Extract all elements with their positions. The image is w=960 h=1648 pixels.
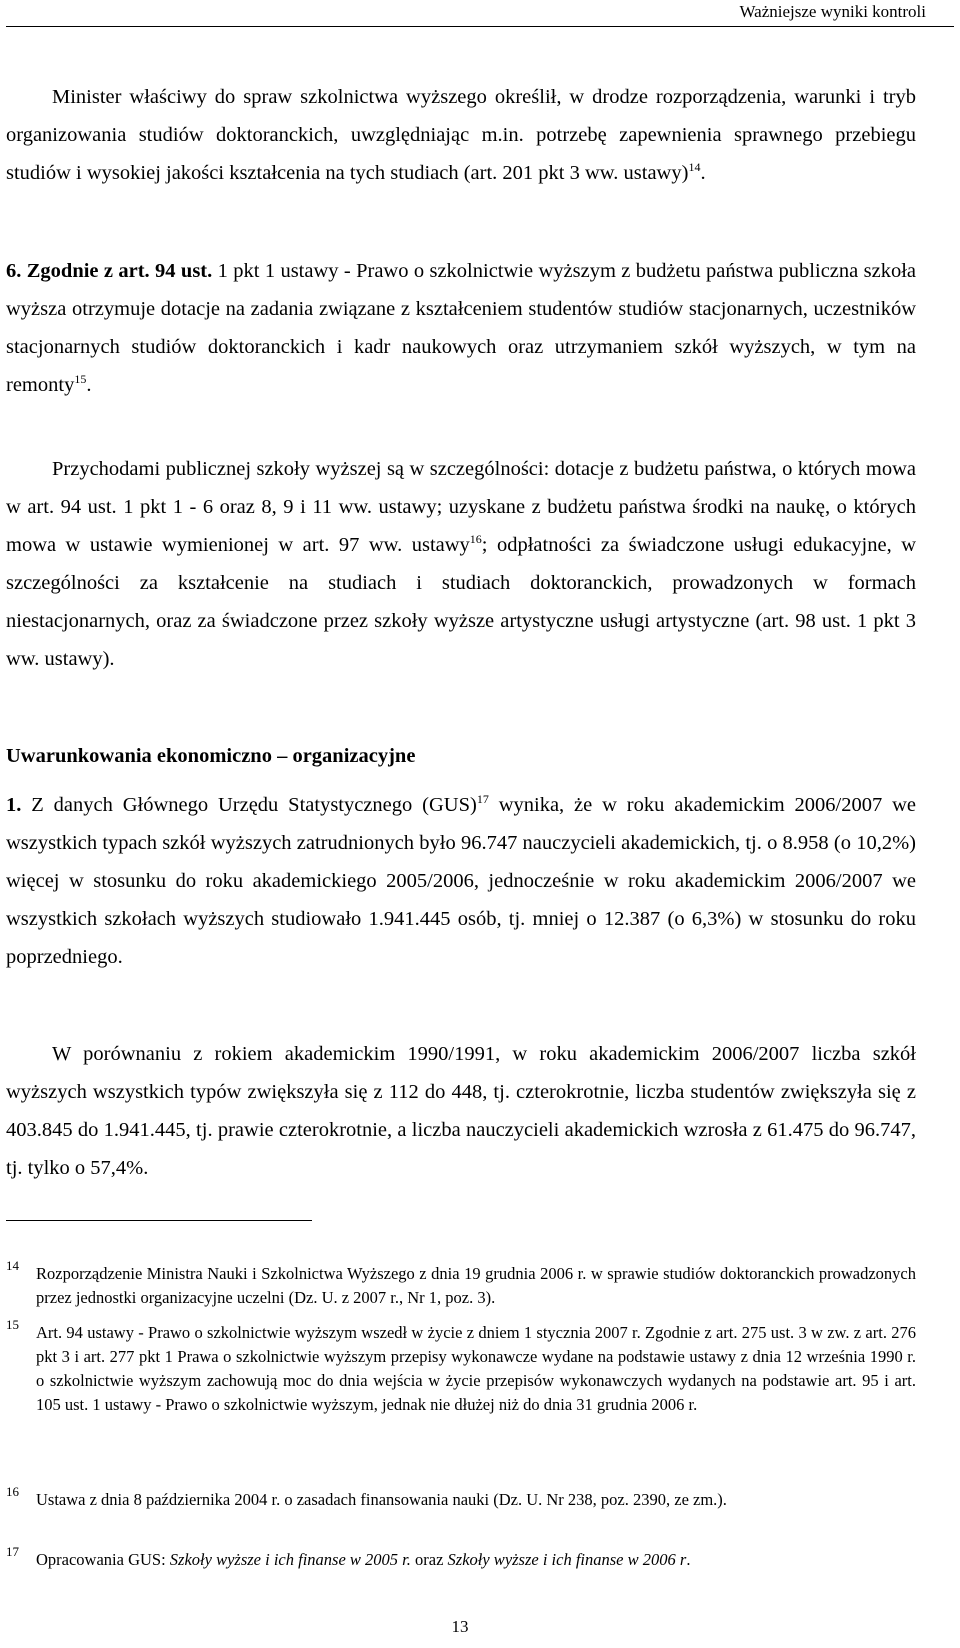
paragraph-text: Z danych Głównego Urzędu Statystycznego (GUS) bbox=[21, 794, 477, 816]
paragraph-porownanie bbox=[6, 1035, 916, 1187]
footnote-text-part: . bbox=[686, 1550, 691, 1569]
footnote-number: 14 bbox=[6, 1258, 19, 1273]
footnote-number: 16 bbox=[6, 1484, 19, 1499]
paragraph-minister bbox=[6, 78, 916, 192]
footnote-text: Ustawa z dnia 8 października 2004 r. o zasadach finansowania nauki (Dz. U. Nr 238, poz. 2390, ze zm.). bbox=[36, 1490, 727, 1509]
paragraph-text: W porównaniu z rokiem akademickim 1990/1991, w roku akademickim 2006/2007 liczba szkół wyższych wszystkich typów zwiększyła się z 112 do 448, tj. czterokrotnie, liczba studentów zwiększyła się z 403.845 do 1.941.445, tj. prawie czterokrotnie, a liczba nauczycieli akademickich wzrosła z 61.475 do 96.747, tj. tylko o 57,4%. bbox=[6, 1043, 916, 1179]
paragraph-text: Minister właściwy do spraw szkolnictwa wyższego określił, w drodze rozporządzenia, warunki i tryb organizowania studiów doktoranckich, uwzględniając m.in. potrzebę zapewnienia sprawnego przebiegu studiów i wysokiej jakości kształcenia na tych studiach (art. 201 pkt 3 ww. ustawy) bbox=[6, 86, 916, 184]
footnote-ref-17: 17 bbox=[476, 792, 489, 806]
paragraph-end: . bbox=[700, 162, 706, 184]
paragraph-lead: 1. bbox=[6, 794, 22, 816]
footnote-text-part: oraz bbox=[410, 1550, 448, 1569]
footnote bbox=[6, 1258, 916, 1310]
footnote-separator bbox=[6, 1220, 312, 1221]
section-heading: Uwarunkowania ekonomiczno – organizacyjne bbox=[6, 745, 416, 767]
page-number: 13 bbox=[451, 1617, 469, 1636]
header-rule bbox=[6, 26, 954, 27]
page-header bbox=[0, 0, 960, 30]
paragraph-text: Przychodami publicznej szkoły wyższej są w szczególności: dotacje z budżetu państwa, o których mowa w art. 94 ust. 1 pkt 1 - 6 oraz 8, 9 i 11 ww. ustawy; uzyskane z budżetu państwa środki na naukę, o których mowa w ustawie wymienionej w art. 97 ww. ustawy bbox=[6, 458, 916, 556]
footnote-text: Art. 94 ustawy - Prawo o szkolnictwie wyższym wszedł w życie z dniem 1 stycznia 2007 r. Zgodnie z art. 275 ust. 3 w zw. z art. 276 pkt 3 i art. 277 pkt 1 Prawa o szkolnictwie wyższym przepisy wykonawcze wydane na podstawie ustawy z dnia 12 września 1990 r. o szkolnictwie wyższym zachowują moc do dnia wejścia w życie przepisów wykonawczych wydanych na podstawie art. 95 i art. 105 ust. 1 ustawy - Prawo o szkolnictwie wyższym, jednak nie dłużej niż do dnia 31 grudnia 2006 r. bbox=[36, 1323, 916, 1414]
footnote-ref-16: 16 bbox=[469, 532, 482, 546]
paragraph-end: wynika, że w roku akademickim 2006/2007 we wszystkich typach szkół wyższych zatrudnionych było 96.747 nauczycieli akademickich, tj. o 8.958 (o 10,2%) więcej w stosunku do roku akademickiego 2005/2006, jednocześnie w roku akademickim 2006/2007 we wszystkich szkołach wyższych studiowało 1.941.445 osób, tj. mniej o 12.387 (o 6,3%) w stosunku do roku poprzedniego. bbox=[6, 794, 916, 968]
footnote bbox=[6, 1544, 916, 1572]
paragraph-lead: 6. Zgodnie z art. 94 ust. bbox=[6, 260, 213, 282]
footnote bbox=[6, 1317, 916, 1417]
paragraph-dotacje bbox=[6, 252, 916, 404]
paragraph-end: . bbox=[86, 374, 92, 396]
footnote-ref-15: 15 bbox=[74, 372, 87, 386]
footnote-number: 15 bbox=[6, 1317, 19, 1332]
publication-title: Szkoły wyższe i ich finanse w 2006 r bbox=[447, 1550, 687, 1569]
paragraph-przychody bbox=[6, 450, 916, 678]
publication-title: Szkoły wyższe i ich finanse w 2005 r. bbox=[169, 1550, 411, 1569]
paragraph-text: 1 pkt 1 ustawy - Prawo o szkolnictwie wyższym z budżetu państwa publiczna szkoła wyższa otrzymuje dotacje na zadania związane z kształceniem studentów studiów stacjonarnych, uczestników stacjonarnych studiów doktoranckich i kadr naukowych oraz utrzymaniem szkół wyższych, w tym na remonty bbox=[6, 260, 916, 396]
footnote-number: 17 bbox=[6, 1544, 19, 1559]
footnote-text: Rozporządzenie Ministra Nauki i Szkolnictwa Wyższego z dnia 19 grudnia 2006 r. w sprawie studiów doktoranckich prowadzonych przez jednostki organizacyjne uczelni (Dz. U. z 2007 r., Nr 1, poz. 3). bbox=[36, 1264, 916, 1307]
paragraph-end: ; odpłatności za świadczone usługi edukacyjne, w szczególności za kształcenie na studiach i studiach doktoranckich, prowadzonych w formach niestacjonarnych, oraz za świadczone przez szkoły wyższe artystyczne usługi artystyczne (art. 98 ust. 1 pkt 3 ww. ustawy). bbox=[6, 534, 916, 670]
footnote-text bbox=[36, 1548, 916, 1572]
footnote-text-part: Opracowania GUS: bbox=[36, 1550, 170, 1569]
footnote-ref-14: 14 bbox=[688, 160, 701, 174]
footnote bbox=[6, 1484, 916, 1512]
paragraph-gus bbox=[6, 786, 916, 976]
header-title: Ważniejsze wyniki kontroli bbox=[739, 2, 926, 21]
